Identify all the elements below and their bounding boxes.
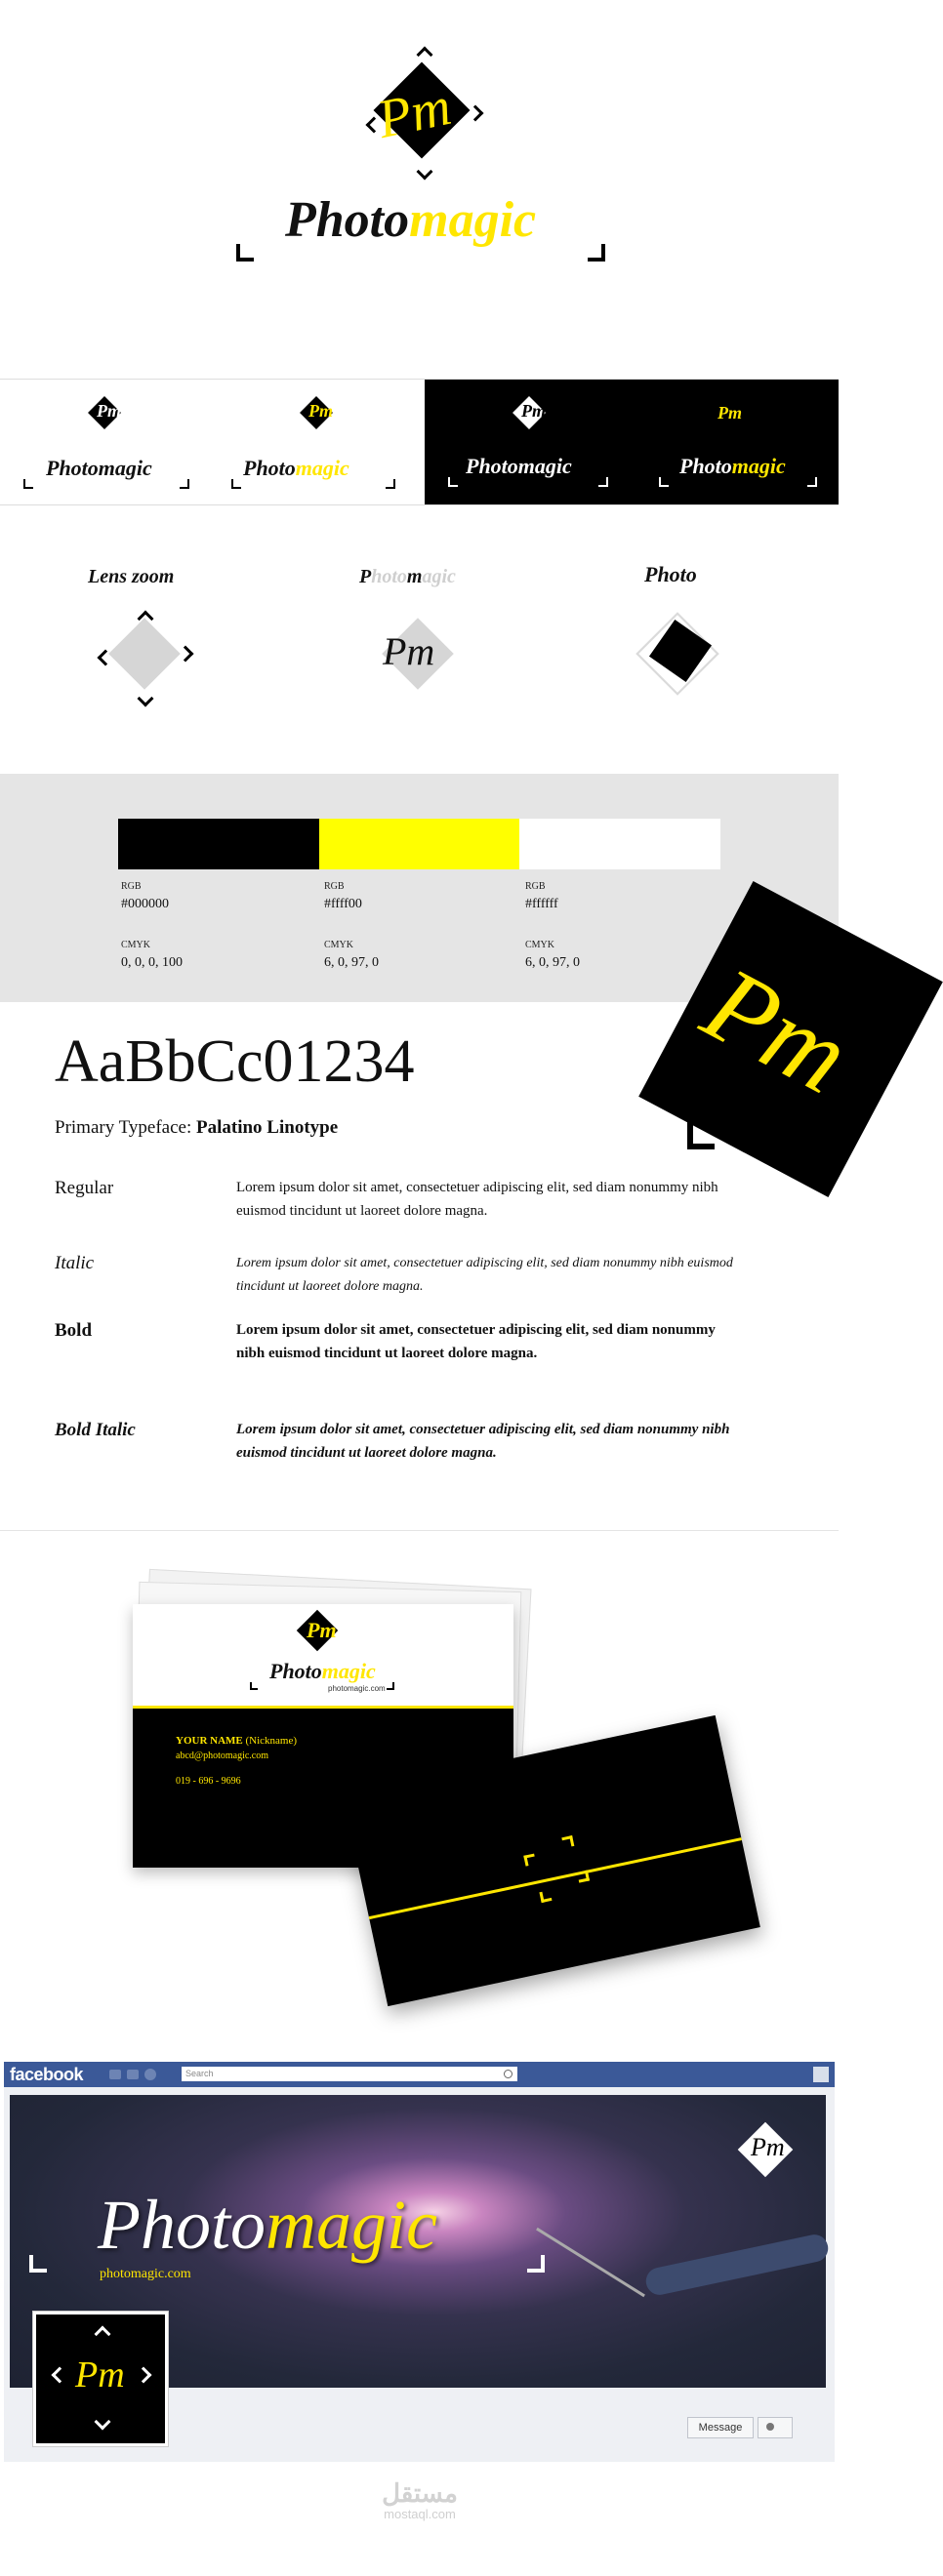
watermark (322, 2478, 517, 2537)
card-your-name: YOUR NAME (Nickname) (176, 1735, 298, 1747)
tilted-card-corner-tl (759, 903, 787, 930)
variant-black-color: Pm Photomagic (632, 380, 839, 504)
hero-logo (0, 0, 839, 371)
swatch-black (118, 819, 319, 869)
variant-black-mono: Pm Photomagic (425, 380, 632, 504)
swatch-1-rgb-label: RGB (121, 881, 142, 892)
type-bold-label: Bold (55, 1320, 93, 1341)
type-regular-sample: Lorem ipsum dolor sit amet, consectetuer adipiscing elit, sed diam nonummy nibh euismod tincidunt ut laoreet dolore magna. (236, 1180, 718, 1219)
typography-section (0, 1002, 733, 1529)
swatch-white (519, 819, 720, 869)
tilted-brand-card: Pm (638, 881, 943, 1197)
swatch-3-cmyk: 6, 0, 97, 0 (525, 955, 580, 970)
fb-settings-dropdown[interactable] (758, 2417, 793, 2438)
monogram-concept-icon: Pm (371, 609, 465, 706)
card-site: photomagic.com (328, 1684, 386, 1693)
variant-3-name: Photomagic (466, 454, 572, 478)
card-wordmark: Photomagic (269, 1659, 376, 1683)
swatch-1-hex: #000000 (121, 897, 169, 911)
swatch-3-hex: #ffffff (525, 897, 558, 911)
concept-photo-label: Photo (644, 562, 697, 586)
lens-zoom-icon (98, 609, 191, 706)
swatch-1-cmyk-label: CMYK (121, 940, 151, 950)
card-front: Pm Photomagic photomagic.com YOUR NAME (Nickname) abcd@photomagic.com 019 - 696 - 9696 (133, 1604, 513, 1868)
concept-lens-zoom-label: Lens zoom (88, 566, 175, 587)
type-bold-italic-label: Bold Italic (55, 1420, 136, 1440)
swatch-3-cmyk-label: CMYK (525, 940, 555, 950)
facebook-mockup (4, 2062, 835, 2462)
type-bold-sample: Lorem ipsum dolor sit amet, consectetuer adipiscing elit, sed diam nonummy nibh euismod tincidunt ut laoreet dolore magna. (236, 1322, 716, 1361)
swatch-2-cmyk: 6, 0, 97, 0 (324, 955, 379, 970)
watermark-latin: mostaql.com (384, 2507, 456, 2521)
logo-variants (0, 379, 839, 505)
logo-concept (0, 527, 839, 722)
business-card-mockup (0, 1532, 839, 2020)
frame-corner-br (588, 244, 605, 262)
swatch-1-cmyk: 0, 0, 0, 100 (121, 955, 183, 970)
fb-cover-badge: Pm (732, 2116, 800, 2185)
swatch-2-rgb-label: RGB (324, 881, 345, 892)
frame-corner-bl (236, 244, 254, 262)
variant-2-name: Photomagic (243, 456, 349, 480)
variant-white-color: Pm Photomagic (210, 380, 426, 504)
fb-friends-icon[interactable] (109, 2070, 121, 2079)
concept-photomagic-label: Photomagic (359, 566, 456, 587)
variant-1-name: Photomagic (46, 456, 152, 480)
fb-messages-icon[interactable] (127, 2070, 139, 2079)
variant-white-mono: Pm Photomagic (0, 380, 210, 504)
card-email: abcd@photomagic.com (176, 1751, 269, 1761)
fb-topbar (4, 2062, 835, 2087)
fb-message-button[interactable]: Message (687, 2417, 754, 2438)
type-bold-italic-sample: Lorem ipsum dolor sit amet, consectetuer adipiscing elit, sed diam nonummy nibh euismod tincidunt ut laoreet dolore magna. (236, 1422, 730, 1461)
type-sample: AaBbCc01234 (55, 1028, 415, 1095)
card-phone: 019 - 696 - 9696 (176, 1776, 241, 1787)
fb-account-icon[interactable] (813, 2067, 829, 2082)
facebook-logo[interactable]: facebook (10, 2065, 84, 2084)
fb-search-input[interactable]: Search (182, 2067, 517, 2081)
type-italic-sample: Lorem ipsum dolor sit amet, consectetuer adipiscing elit, sed diam nonummy nibh euismod tincidunt ut laoreet dolore magna. (236, 1256, 733, 1294)
swatch-2-hex: #ffff00 (324, 897, 362, 911)
fb-notifications-icon[interactable] (144, 2069, 156, 2080)
photo-concept-icon (633, 605, 726, 703)
gear-icon (766, 2423, 774, 2431)
type-regular-label: Regular (55, 1178, 114, 1198)
type-italic-label: Italic (55, 1253, 95, 1273)
swatch-yellow (319, 819, 519, 869)
fb-cover-site: photomagic.com (100, 2267, 191, 2281)
fb-cover-wordmark: Photomagic (98, 2186, 437, 2264)
logo-monogram: Pm (372, 75, 457, 151)
primary-typeface: Primary Typeface: Palatino Linotype (55, 1117, 339, 1138)
section-divider (0, 1530, 839, 1531)
swatch-3-rgb-label: RGB (525, 881, 546, 892)
search-icon[interactable] (504, 2070, 512, 2078)
swatch-2-cmyk-label: CMYK (324, 940, 354, 950)
logo-wordmark: Photomagic (285, 192, 537, 248)
variant-4-name: Photomagic (679, 454, 786, 478)
tilted-card-corner-bl (687, 1122, 715, 1149)
fb-profile-picture[interactable]: Pm (33, 2312, 168, 2446)
watermark-arabic: مستقل (382, 2478, 458, 2508)
logo-mark (366, 47, 483, 183)
